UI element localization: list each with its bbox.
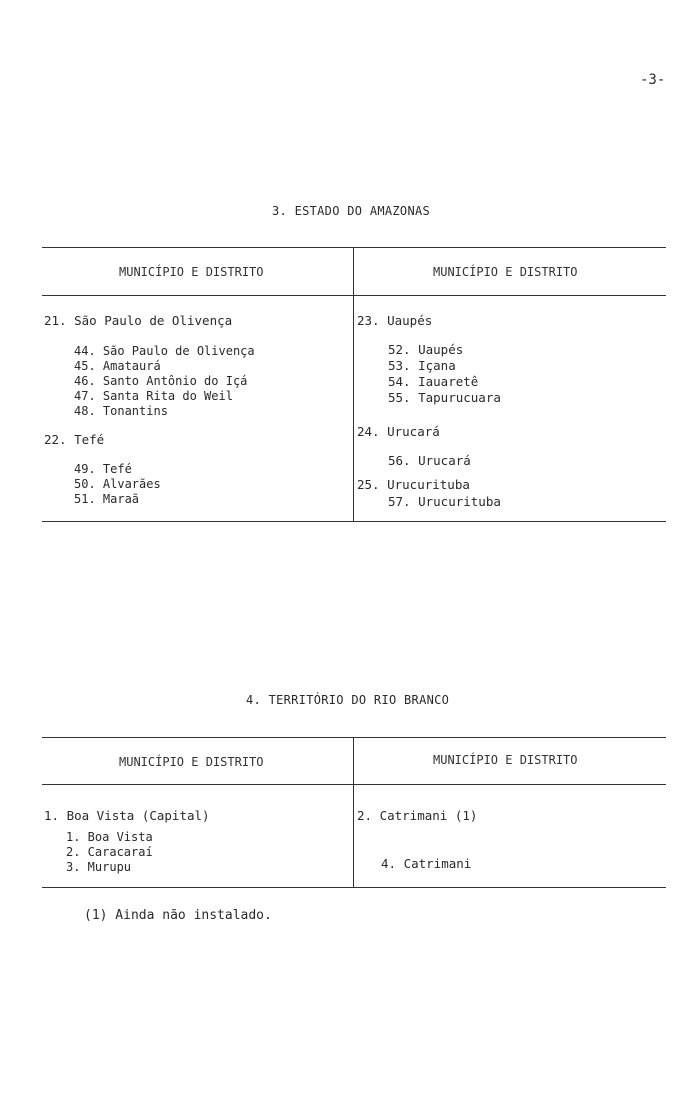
municipio-entry: 24. Urucará xyxy=(357,424,440,439)
distrito-entry: 56. Urucará xyxy=(388,453,471,468)
page-number: -3- xyxy=(640,72,666,88)
table-bottom-rule xyxy=(42,521,666,522)
distrito-list xyxy=(74,462,161,507)
footnote: (1) Ainda não instalado. xyxy=(84,908,272,923)
municipio-entry: 23. Uaupés xyxy=(357,313,433,328)
distrito-entry: 52. Uaupés xyxy=(388,342,464,357)
distrito-entry: 57. Urucurituba xyxy=(388,494,501,509)
table-top-rule xyxy=(42,247,666,248)
distrito-entry: 46. Santo Antônio do Içá xyxy=(74,374,248,388)
distrito-entry: 45. Amataurá xyxy=(74,359,161,373)
municipio-entry: 22. Tefé xyxy=(44,432,105,447)
distrito-entry: 51. Maraã xyxy=(74,492,140,506)
distrito-entry: 55. Tapurucuara xyxy=(388,390,501,405)
distrito-entry: 1. Boa Vista xyxy=(66,830,153,844)
table-column-divider xyxy=(353,248,354,521)
table-bottom-rule xyxy=(42,887,666,888)
distrito-entry: 2. Caracaraí xyxy=(66,845,153,859)
section-title-rio-branco: 4. TERRITÓRIO DO RIO BRANCO xyxy=(246,693,450,707)
section-title-amazonas: 3. ESTADO DO AMAZONAS xyxy=(272,204,431,218)
distrito-entry: 4. Catrimani xyxy=(381,856,472,871)
municipio-entry: 21. São Paulo de Olivença xyxy=(44,313,233,328)
municipio-entry: 2. Catrimani (1) xyxy=(357,808,478,823)
column-header-left: MUNICÍPIO E DISTRITO xyxy=(119,755,264,769)
distrito-entry: 44. São Paulo de Olivença xyxy=(74,344,255,358)
distrito-entry: 54. Iauaretê xyxy=(388,374,479,389)
table-header-rule xyxy=(42,784,666,785)
distrito-entry: 47. Santa Rita do Weil xyxy=(74,389,233,403)
table-column-divider xyxy=(353,738,354,887)
distrito-entry: 53. Içana xyxy=(388,358,456,373)
table-header-rule xyxy=(42,295,666,296)
distrito-list xyxy=(388,342,501,406)
distrito-entry: 49. Tefé xyxy=(74,462,132,476)
column-header-right: MUNICÍPIO E DISTRITO xyxy=(433,265,578,279)
distrito-list xyxy=(66,830,153,875)
municipio-entry: 1. Boa Vista (Capital) xyxy=(44,808,210,823)
distrito-list xyxy=(74,344,255,419)
distrito-entry: 50. Alvarães xyxy=(74,477,161,491)
table-top-rule xyxy=(42,737,666,738)
distrito-entry: 48. Tonantins xyxy=(74,404,168,418)
distrito-entry: 3. Murupu xyxy=(66,860,132,874)
column-header-right: MUNICÍPIO E DISTRITO xyxy=(433,753,578,767)
municipio-entry: 25. Urucurituba xyxy=(357,477,470,492)
column-header-left: MUNICÍPIO E DISTRITO xyxy=(119,265,264,279)
